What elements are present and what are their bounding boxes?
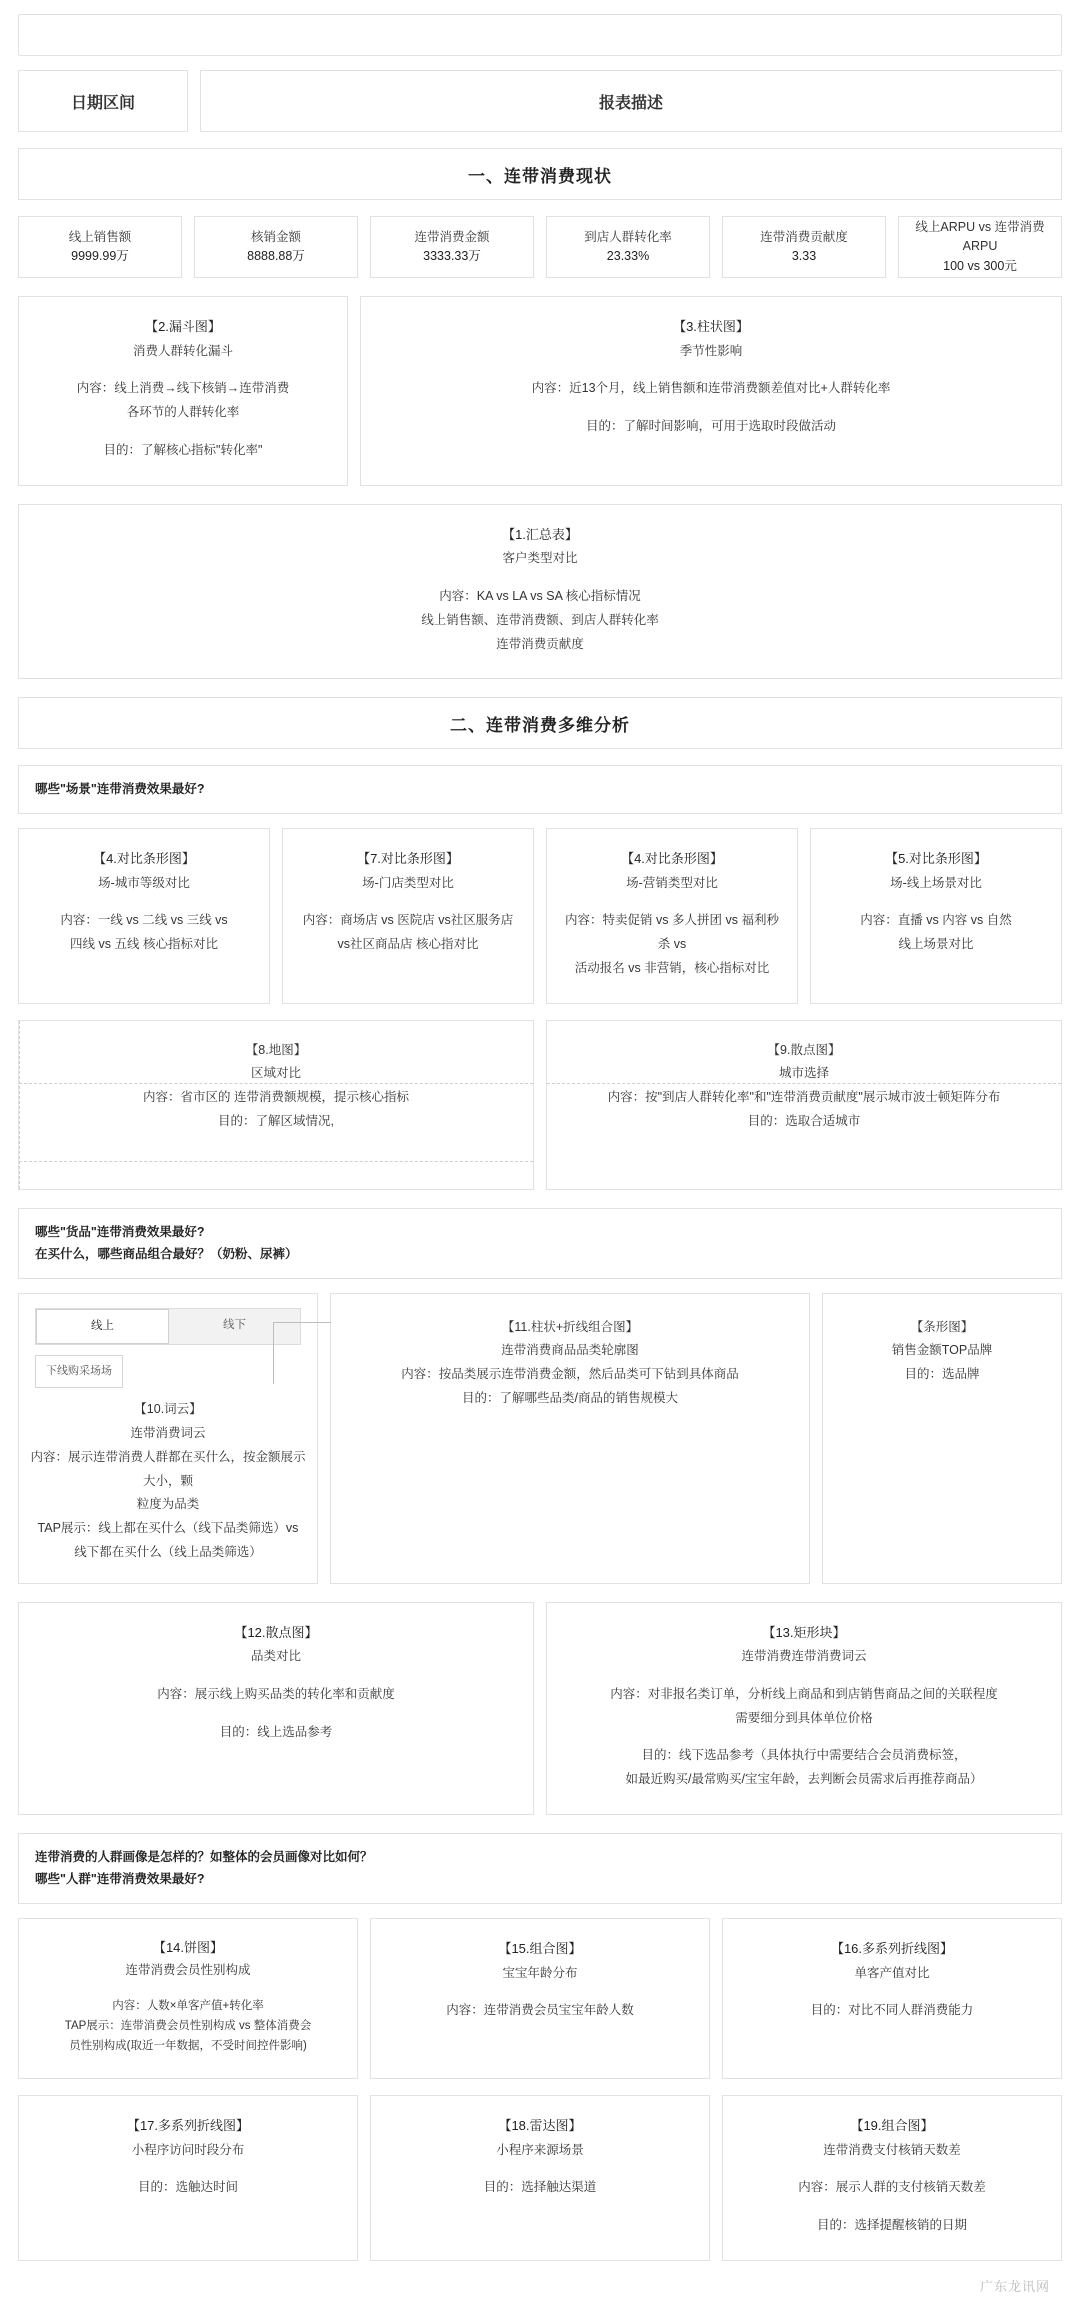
combo-purpose: 目的：了解哪些品类/商品的销售规模大: [462, 1390, 678, 1405]
question-people-line-1: 连带消费的人群画像是怎样的？如整体的会员画像对比如何？: [35, 1849, 373, 1864]
card-content-line-2: 四线 vs 五线 核心指标对比: [70, 937, 218, 952]
scatter-content: 内容：按"到店人群转化率"和"连带消费贡献度"展示城市波士顿矩阵分布: [607, 1090, 1001, 1105]
seasonality-purpose: 目的：了解时间影响，可用于选取时段做活动: [585, 419, 836, 434]
kpi-label: 线上销售额: [68, 229, 132, 244]
arpu-multiline-placeholder: [722, 1918, 1062, 2079]
card-content-line-1: 内容：一线 vs 二线 vs 三线 vs: [60, 913, 228, 928]
wordcloud-tap-line-1: TAP展示：线上都在买什么（线下品类筛选）vs: [37, 1521, 299, 1536]
treemap-content-line-1: 内容：对非报名类订单，分析线上商品和到店销售商品之间的关联程度: [610, 1686, 998, 1701]
summary-subtitle: 客户类型对比: [502, 551, 578, 566]
scatter-purpose: 目的：选取合适城市: [747, 1113, 861, 1128]
kpi-value: 23.33%: [606, 249, 650, 263]
seasonality-content: 内容：近13个月，线上销售额和连带消费额差值对比+人群转化率: [531, 381, 891, 396]
kpi-card: [194, 216, 358, 278]
map-scatter-row: [18, 1020, 1062, 1190]
funnel-chart-placeholder: [18, 296, 348, 486]
question-people: [18, 1833, 1062, 1904]
card-content-line-1: 内容：人数×单客产值+转化率: [112, 1999, 264, 2012]
treemap-title: 【13.矩形块】: [762, 1624, 846, 1640]
kpi-card: [18, 216, 182, 278]
card-subtitle: 场-线上场景对比: [890, 875, 982, 890]
connector-line-horizontal: [273, 1322, 331, 1323]
section-title-2: 二、连带消费多维分析: [18, 697, 1062, 749]
funnel-title: 【2.漏斗图】: [145, 319, 221, 334]
treemap-content-line-2: 需要细分到具体单位价格: [735, 1710, 873, 1725]
top-blank-strip: [18, 14, 1062, 56]
card-title: 【4.对比条形图】: [621, 850, 723, 866]
seasonality-chart-placeholder: [360, 296, 1062, 486]
question-goods-line-2: 在买什么，哪些商品组合最好？（奶粉、尿裤）: [35, 1247, 298, 1262]
kpi-card: [370, 216, 534, 278]
card-subtitle: 单客产值对比: [854, 1965, 930, 1980]
header-row: [18, 70, 1062, 132]
card-purpose: 目的：选择提醒核销的日期: [816, 2218, 967, 2233]
radar-channel-placeholder: [370, 2095, 710, 2261]
map-purpose: 目的：了解区域情况,: [218, 1113, 334, 1128]
card-title: 【15.组合图】: [498, 1940, 582, 1956]
wordcloud-title: 【10.词云】: [134, 1402, 202, 1417]
tab-online[interactable]: 线上: [36, 1309, 169, 1345]
tab-offline[interactable]: 线下: [223, 1318, 246, 1331]
date-range-cell[interactable]: 日期区间: [18, 70, 188, 132]
top-brand-subtitle: 销售金额TOP品牌: [891, 1343, 993, 1358]
summary-content-line-1: 内容：KA vs LA vs SA 核心指标情况: [439, 589, 641, 604]
card-title: 【16.多系列折线图】: [830, 1940, 954, 1956]
kpi-card: [722, 216, 886, 278]
map-content: 内容：省市区的 连带消费额规模，提示核心指标: [143, 1090, 409, 1105]
dashed-guide-vertical: [19, 1021, 20, 1189]
top-brand-bar-placeholder: [822, 1293, 1062, 1584]
kpi-value: 100 vs 300元: [943, 258, 1017, 273]
baby-age-combo-placeholder: [370, 1918, 710, 2079]
watermark: 广东龙讯网: [979, 2278, 1050, 2294]
wordcloud-tabs[interactable]: [35, 1308, 301, 1346]
kpi-card: [898, 216, 1062, 278]
card-title: 【18.雷达图】: [498, 2117, 582, 2133]
card-title: 【5.对比条形图】: [885, 850, 987, 866]
summary-title: 【1.汇总表】: [502, 526, 578, 542]
redeem-daydiff-combo-placeholder: [722, 2095, 1062, 2261]
card-title: 【4.对比条形图】: [93, 850, 195, 866]
treemap-purpose-line-1: 目的：线下选品参考（具体执行中需要结合会员消费标签，: [641, 1748, 967, 1763]
kpi-value: 8888.88万: [247, 249, 305, 263]
report-description-cell: 报表描述: [200, 70, 1062, 132]
card-title: 【17.多系列折线图】: [126, 2117, 250, 2133]
card-title: 【19.组合图】: [850, 2117, 934, 2133]
funnel-season-row: [18, 296, 1062, 486]
card-subtitle: 宝宝年龄分布: [502, 1965, 578, 1980]
card-tap-line-1: TAP展示：连带消费会员性别构成 vs 整体消费会: [64, 2019, 312, 2032]
kpi-label: 线上ARPU vs 连带消费ARPU: [915, 219, 1045, 254]
kpi-label: 核销金额: [250, 229, 301, 244]
visit-time-multiline-placeholder: [18, 2095, 358, 2261]
map-placeholder: [18, 1020, 534, 1190]
category-scatter-subtitle: 品类对比: [250, 1649, 301, 1664]
kpi-value: 3333.33万: [423, 249, 481, 263]
summary-table-placeholder: [18, 504, 1062, 680]
funnel-purpose: 目的：了解核心指标"转化率": [103, 442, 263, 457]
map-title: 【8.地图】: [245, 1042, 307, 1057]
scene-card-store-type: [282, 828, 534, 1004]
top-brand-title: 【条形图】: [910, 1319, 974, 1334]
category-treemap-row: [18, 1602, 1062, 1815]
funnel-subtitle: 消费人群转化漏斗: [132, 343, 233, 358]
scatter-title: 【9.散点图】: [767, 1042, 841, 1057]
scene-card-online-scene: [810, 828, 1062, 1004]
bar-line-combo-placeholder: [330, 1293, 810, 1584]
scene-card-marketing-type: [546, 828, 798, 1004]
dashed-guide-horizontal: [19, 1161, 533, 1162]
seasonality-title: 【3.柱状图】: [673, 319, 749, 334]
kpi-value: 9999.99万: [71, 249, 129, 263]
wordcloud-tap-line-2: 线下都在买什么（线上品类筛选）: [74, 1544, 262, 1559]
card-title: 【14.饼图】: [152, 1939, 224, 1955]
card-subtitle: 场-城市等级对比: [98, 875, 190, 890]
kpi-card: [546, 216, 710, 278]
treemap-placeholder: [546, 1602, 1062, 1815]
question-goods-line-1: 哪些"货品"连带消费效果最好?: [35, 1224, 205, 1239]
wordcloud-subtitle: 连带消费词云: [130, 1426, 206, 1441]
card-subtitle: 连带消费会员性别构成: [125, 1962, 251, 1977]
card-purpose: 目的：选触达时间: [137, 2180, 238, 2195]
combo-subtitle: 连带消费商品品类轮廓图: [501, 1343, 639, 1358]
card-content-line-1: 内容：特卖促销 vs 多人拼团 vs 福利秒杀 vs: [565, 913, 779, 952]
question-goods: [18, 1208, 1062, 1279]
top-brand-purpose: 目的：选品牌: [904, 1367, 980, 1382]
question-people-line-2: 哪些"人群"连带消费效果最好?: [35, 1872, 205, 1887]
treemap-purpose-line-2: 如最近购买/最常购买/宝宝年龄，去判断会员需求后再推荐商品）: [625, 1772, 983, 1787]
treemap-subtitle: 连带消费连带消费词云: [741, 1649, 867, 1664]
card-content: 内容：展示人群的支付核销天数差: [798, 2180, 986, 2195]
card-subtitle: 连带消费支付核销天数差: [823, 2142, 961, 2157]
category-scatter-purpose: 目的：线上选品参考: [219, 1724, 333, 1739]
card-content-line-2: 活动报名 vs 非营销，核心指标对比: [574, 960, 770, 975]
card-content-line-1: 内容：商场店 vs 医院店 vs社区服务店: [302, 913, 514, 928]
seasonality-subtitle: 季节性影响: [679, 343, 743, 358]
section-title-1: 一、连带消费现状: [18, 148, 1062, 200]
category-scatter-placeholder: [18, 1602, 534, 1815]
people-card-grid: [18, 1918, 1062, 2079]
card-subtitle: 小程序来源场景: [496, 2142, 584, 2157]
card-content-line-2: vs社区商品店 核心指对比: [337, 937, 479, 952]
kpi-label: 连带消费金额: [414, 229, 490, 244]
kpi-label: 到店人群转化率: [584, 229, 672, 244]
category-scatter-title: 【12.散点图】: [234, 1624, 318, 1640]
pie-gender-placeholder: [18, 1918, 358, 2079]
card-tap-line-2: 员性别构成(取近一年数据，不受时间控件影响): [69, 2039, 307, 2052]
category-scatter-content: 内容：展示线上购买品类的转化率和贡献度: [157, 1686, 395, 1701]
map-subtitle: 区域对比: [250, 1066, 301, 1081]
summary-content-line-3: 连带消费贡献度: [496, 636, 584, 651]
card-content-line-1: 内容：直播 vs 内容 vs 自然: [860, 913, 1012, 928]
scene-card-city-level: [18, 828, 270, 1004]
kpi-label: 连带消费贡献度: [760, 229, 848, 244]
funnel-content-line-1: 内容：线上消费→线下核销→连带消费: [76, 381, 290, 396]
card-content-line-1: 内容：连带消费会员宝宝年龄人数: [446, 2003, 634, 2018]
scatter-subtitle: 城市选择: [778, 1066, 829, 1081]
card-purpose: 目的：选择触达渠道: [483, 2180, 597, 2195]
scene-card-grid: [18, 828, 1062, 1004]
dashed-guide-horizontal: [19, 1083, 533, 1084]
card-subtitle: 场-门店类型对比: [362, 875, 454, 890]
card-purpose: 目的：对比不同人群消费能力: [810, 2003, 974, 2018]
question-scene: 哪些"场景"连带消费效果最好?: [18, 765, 1062, 814]
wordcloud-content-line-2: 粒度为品类: [136, 1497, 200, 1512]
dashed-guide-horizontal: [547, 1083, 1061, 1084]
card-title: 【7.对比条形图】: [357, 850, 459, 866]
card-subtitle: 小程序访问时段分布: [131, 2142, 245, 2157]
combo-title: 【11.柱状+折线组合图】: [501, 1319, 639, 1334]
kpi-value: 3.33: [791, 249, 817, 263]
funnel-content-line-2: 各环节的人群转化率: [126, 405, 240, 420]
city-scatter-placeholder: [546, 1020, 1062, 1190]
wordcloud-content-line-1: 内容：展示连带消费人群都在买什么，按金额展示大小，颗: [30, 1449, 306, 1488]
card-content-line-2: 线上场景对比: [898, 937, 974, 952]
offline-filter-button[interactable]: 下线购采场场: [35, 1355, 123, 1388]
kpi-row: [18, 216, 1062, 278]
bottom-card-grid: [18, 2095, 1062, 2261]
card-subtitle: 场-营销类型对比: [626, 875, 718, 890]
summary-content-line-2: 线上销售额、连带消费额、到店人群转化率: [421, 612, 659, 627]
combo-content: 内容：按品类展示连带消费金额，然后品类可下钻到具体商品: [401, 1367, 739, 1382]
connector-line-vertical: [273, 1322, 274, 1384]
wordcloud-row: [18, 1293, 1062, 1584]
